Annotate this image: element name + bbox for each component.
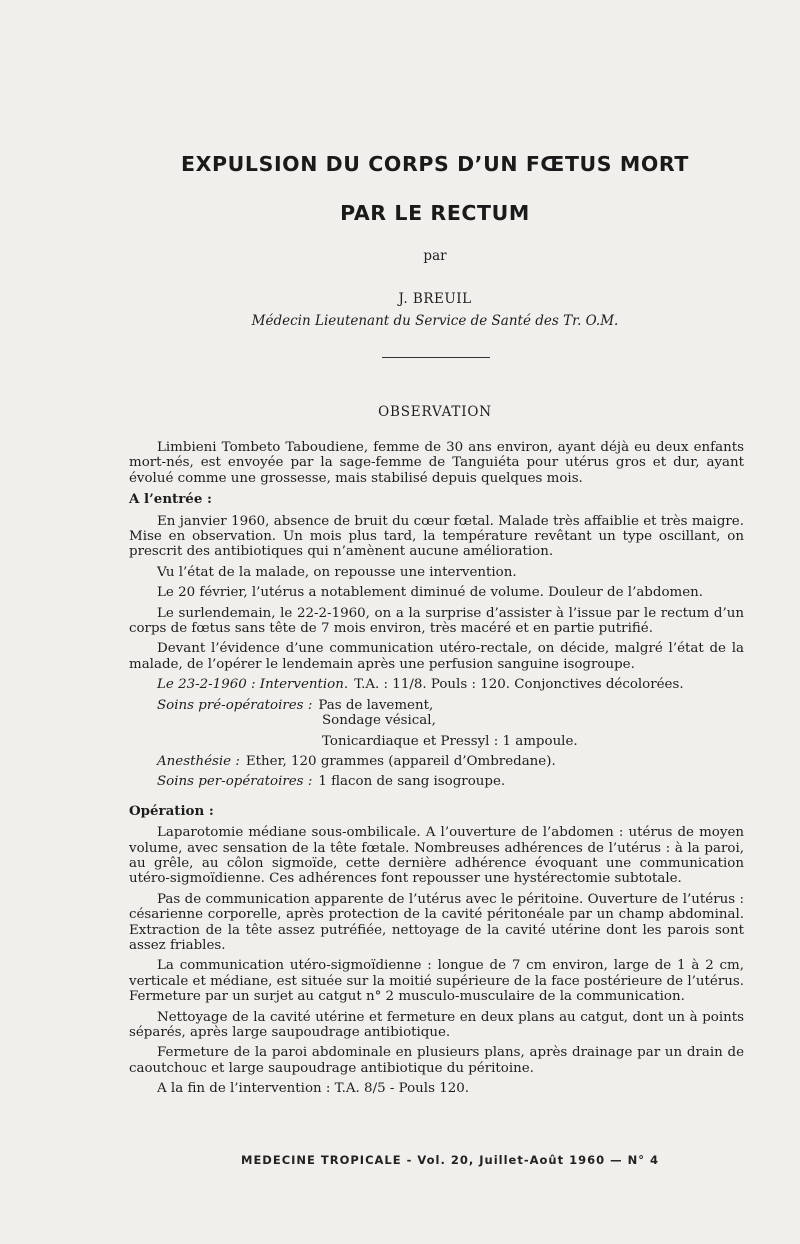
author-affiliation: Médecin Lieutenant du Service de Santé des Tr. O.M. bbox=[251, 313, 619, 329]
intervention-label: Le 23-2-1960 : Intervention. bbox=[157, 677, 349, 693]
operation-paragraph: Pas de communication apparente de l’utérus avec le péritoine. Ouverture de l’utérus : césarienne corporelle, après protection de la cavité péritonéale par un champ abdominal. Extraction de la tête assez putréfiée, nettoyage de la cavité utérine dont les parois sont assez friables. bbox=[129, 891, 744, 953]
operation-paragraph: Fermeture de la paroi abdominale en plusieurs plans, après drainage par un drain de caoutchouc et large saupoudrage antibiotique du péritoine. bbox=[129, 1045, 744, 1076]
article-title-line-2: PAR LE RECTUM bbox=[340, 201, 530, 225]
soins-pre-item: Sondage vésical, bbox=[322, 713, 436, 729]
anesthesie-text: Ether, 120 grammes (appareil d’Ombredane). bbox=[245, 753, 556, 769]
soins-pre-item: Tonicardiaque et Pressyl : 1 ampoule. bbox=[322, 733, 578, 749]
section-title: OBSERVATION bbox=[378, 404, 492, 420]
author-name: J. BREUIL bbox=[398, 291, 472, 307]
soins-per-line bbox=[129, 774, 744, 789]
soins-per-text: 1 flacon de sang isogroupe. bbox=[318, 774, 506, 790]
intro-paragraph: Limbieni Tombeto Taboudiene, femme de 30 ans environ, ayant déjà eu deux enfants mort-nés, est envoyée par la sage-femme de Tanguiéta pour utérus gros et dur, ayant évolué comme une grossesse, mais stabilisé depuis quelques mois. bbox=[129, 440, 744, 486]
entree-heading: A l’entrée : bbox=[129, 491, 212, 508]
operation-paragraph: Nettoyage de la cavité utérine et fermeture en deux plans au catgut, dont un à points séparés, après large saupoudrage antibiotique. bbox=[129, 1009, 744, 1040]
article-body bbox=[129, 440, 744, 1102]
intervention-line bbox=[129, 677, 744, 692]
soins-per-label: Soins per-opératoires : bbox=[157, 774, 313, 790]
byline-par: par bbox=[423, 248, 447, 264]
intervention-text: T.A. : 11/8. Pouls : 120. Conjonctives décolorées. bbox=[354, 677, 684, 693]
entree-paragraph: Le surlendemain, le 22-2-1960, on a la surprise d’assister à l’issue par le rectum d’un corps de fœtus sans tête de 7 mois environ, très macéré et en partie putrifié. bbox=[129, 605, 744, 637]
soins-pre-label: Soins pré-opératoires : bbox=[157, 697, 313, 713]
soins-pre-line bbox=[129, 698, 744, 713]
operation-paragraph: La communication utéro-sigmoïdienne : longue de 7 cm environ, large de 1 à 2 cm, verticale et médiane, est située sur la moitié supérieure de la face postérieure de l’utérus. Fermeture par un surjet au catgut n° 2 musculo-musculaire de la communication. bbox=[129, 958, 744, 1005]
anesthesie-label: Anesthésie : bbox=[157, 753, 240, 769]
operation-paragraph: Laparotomie médiane sous-ombilicale. A l’ouverture de l’abdomen : utérus de moyen volume, avec sensation de la tête fœtale. Nombreuses adhérences de l’utérus : à la paroi, au grêle, au côlon sigmoïde, cette dernière adhérence évoquant une communication utéro-sigmoïdienne. Ces adhérences font repousser une hystérectomie subtotale. bbox=[129, 825, 744, 887]
operation-paragraph: A la fin de l’intervention : T.A. 8/5 - Pouls 120. bbox=[157, 1081, 470, 1097]
anesthesie-line bbox=[129, 754, 744, 769]
entree-paragraph: En janvier 1960, absence de bruit du cœur fœtal. Malade très affaiblie et très maigre. Mise en observation. Un mois plus tard, la température revêtant un type oscillant, on prescrit des antibiotiques qui n’amènent aucune amélioration. bbox=[129, 513, 744, 560]
operation-heading: Opération : bbox=[129, 802, 214, 819]
entree-paragraph: Vu l’état de la malade, on repousse une intervention. bbox=[157, 564, 517, 580]
soins-pre-item: Pas de lavement, bbox=[318, 697, 434, 713]
article-title-line-1: EXPULSION DU CORPS D’UN FŒTUS MORT bbox=[181, 152, 689, 176]
journal-footer: MEDECINE TROPICALE - Vol. 20, Juillet-Août 1960 — N° 4 bbox=[241, 1153, 659, 1167]
entree-paragraph: Devant l’évidence d’une communication utéro-rectale, on décide, malgré l’état de la malade, de l’opérer le lendemain après une perfusion sanguine isogroupe. bbox=[129, 641, 744, 672]
entree-paragraph: Le 20 février, l’utérus a notablement diminué de volume. Douleur de l’abdomen. bbox=[157, 585, 704, 601]
separator-rule bbox=[382, 357, 490, 358]
